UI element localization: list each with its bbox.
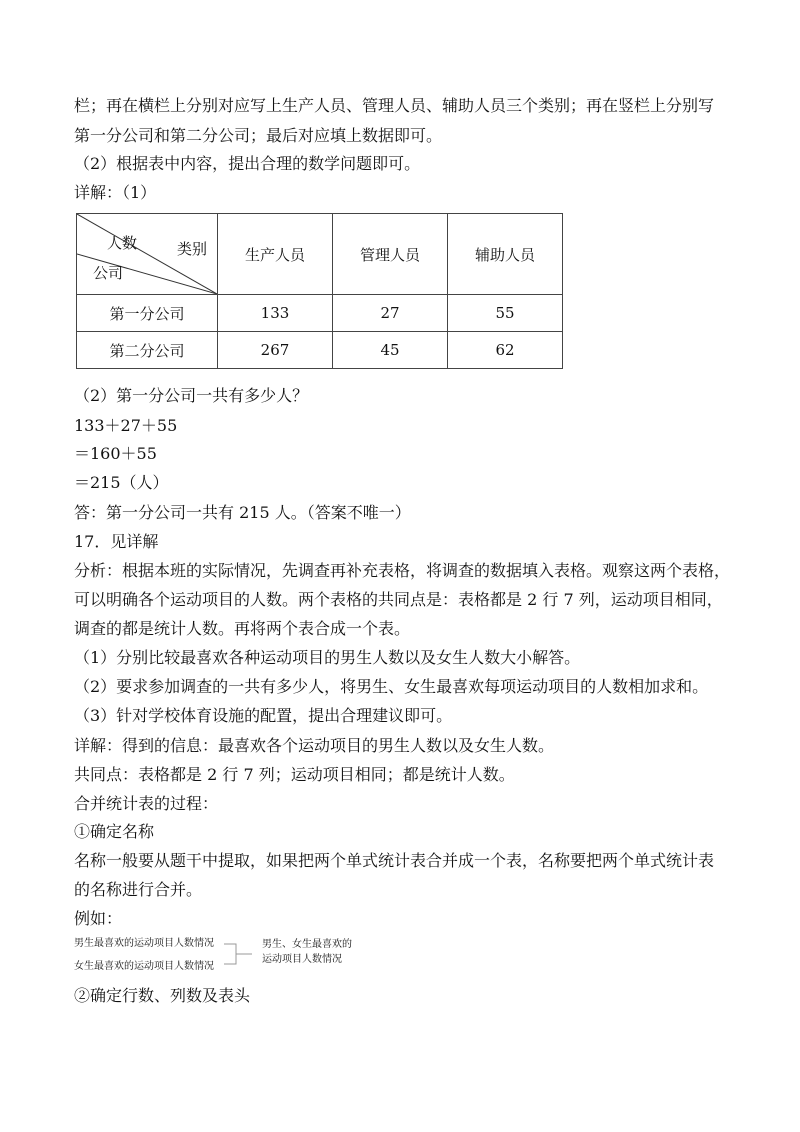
text-line: 名称一般要从题干中提取，如果把两个单式统计表合并成一个表，名称要把两个单式统计表 [74, 851, 715, 870]
text-line: 分析：根据本班的实际情况，先调查再补充表格，将调查的数据填入表格。观察这两个表格， [74, 561, 731, 580]
table-corner-cell [77, 214, 218, 295]
table-row [77, 295, 563, 332]
text-line: （2）要求参加调查的一共有多少人，将男生、女生最喜欢每项运动项目的人数相加求和。 [74, 677, 709, 696]
text-line: 第一分公司和第二分公司；最后对应填上数据即可。 [74, 126, 443, 145]
table-cell: 27 [333, 295, 448, 332]
row-label: 第一分公司 [77, 295, 218, 332]
text-line: （2）根据表中内容，提出合理的数学问题即可。 [74, 154, 421, 173]
text-line: ②确定行数、列数及表头 [74, 986, 251, 1005]
example-right-2: 运动项目人数情况 [262, 954, 342, 965]
text-line: ＝215（人） [74, 473, 169, 492]
text-line: （1）分别比较最喜欢各种运动项目的男生人数以及女生人数大小解答。 [74, 648, 581, 667]
table-header: 辅助人员 [448, 214, 563, 295]
corner-label-right: 类别 [177, 240, 208, 258]
section-heading: 17．见详解 [74, 532, 159, 551]
merge-bracket [222, 937, 256, 971]
text-line: ①确定名称 [74, 822, 155, 841]
text-line: 133＋27＋55 [74, 416, 178, 435]
text-line: 共同点：表格都是 2 行 7 列；运动项目相同；都是统计人数。 [74, 765, 515, 784]
text-line: （2）第一分公司一共有多少人？ [74, 386, 309, 405]
text-line: 答：第一分公司一共有 215 人。（答案不唯一） [74, 503, 411, 522]
example-right-1: 男生、女生最喜欢的 [262, 939, 352, 950]
text-line: 的名称进行合并。 [74, 880, 203, 899]
text-line: 详解：得到的信息：最喜欢各个运动项目的男生人数以及女生人数。 [74, 736, 555, 755]
table-header: 管理人员 [333, 214, 448, 295]
table-row [77, 332, 563, 369]
table-header: 生产人员 [218, 214, 333, 295]
table-cell: 45 [333, 332, 448, 369]
text-line: 例如： [74, 909, 123, 928]
row-label: 第二分公司 [77, 332, 218, 369]
corner-label-top: 人数 [107, 234, 138, 252]
text-line: （3）针对学校体育设施的配置，提出合理建议即可。 [74, 706, 453, 725]
company-staff-table [76, 213, 563, 369]
table-cell: 267 [218, 332, 333, 369]
table-cell: 133 [218, 295, 333, 332]
table-cell: 62 [448, 332, 563, 369]
text-line: ＝160＋55 [74, 444, 157, 463]
corner-label-bottom: 公司 [93, 264, 124, 282]
text-line: 可以明确各个运动项目的人数。两个表格的共同点是：表格都是 2 行 7 列，运动项目相同， [74, 590, 723, 609]
text-line: 调查的都是统计人数。再将两个表合成一个表。 [74, 619, 411, 638]
text-line: 栏；再在横栏上分别对应写上生产人员、管理人员、辅助人员三个类别；再在竖栏上分别写 [74, 96, 715, 115]
table-cell: 55 [448, 295, 563, 332]
example-left-1: 男生最喜欢的运动项目人数情况 [74, 938, 214, 949]
text-line: 详解：（1） [74, 183, 157, 202]
example-left-2: 女生最喜欢的运动项目人数情况 [74, 961, 214, 972]
text-line: 合并统计表的过程： [74, 794, 219, 813]
